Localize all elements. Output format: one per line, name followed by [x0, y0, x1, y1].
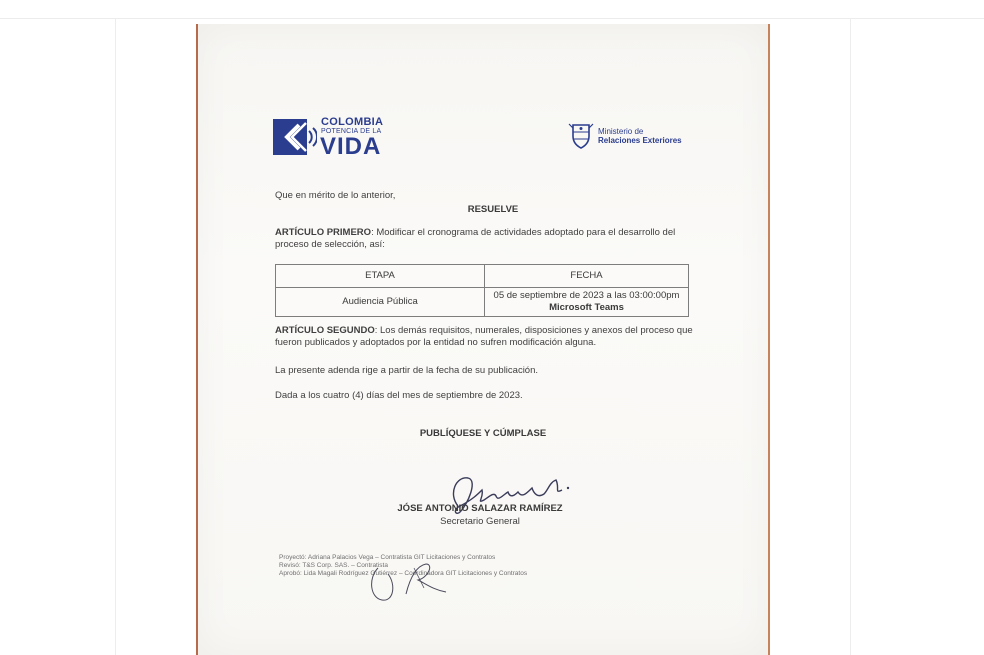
viewer-toolbar	[0, 0, 984, 19]
logo-line-colombia: COLOMBIA	[321, 116, 384, 128]
signer-role: Secretario General	[440, 516, 520, 527]
articulo-segundo-text-2: fueron publicados y adoptados por la entidad no sufren modificación alguna.	[275, 337, 597, 348]
logo-line-vida: VIDA	[320, 133, 382, 160]
handwritten-initials	[366, 554, 456, 604]
colombia-logo-icon	[273, 119, 317, 155]
table-header-row	[276, 265, 689, 288]
logo-line-potencia: POTENCIA DE LA	[321, 128, 382, 135]
cell-etapa: Audiencia Pública	[276, 288, 485, 317]
articulo-primero-text-2: proceso de selección, así:	[275, 239, 385, 250]
signer-name: JÓSE ANTONIO SALAZAR RAMÍREZ	[397, 503, 563, 514]
cell-fecha-line-2: Microsoft Teams	[549, 302, 624, 313]
cell-fecha	[485, 288, 689, 317]
ministerio-relaciones-exteriores-logo	[568, 122, 698, 152]
colombia-potencia-de-la-vida-logo	[273, 114, 393, 160]
table-row	[276, 288, 689, 317]
footer-aprobo: Aprobó: Lida Magali Rodríguez Gutiérrez – Coordinadora GIT Licitaciones y Contratos	[279, 570, 528, 577]
header-fecha: FECHA	[485, 265, 689, 288]
articulo-primero-text-1: : Modificar el cronograma de actividades adoptado para el desarrollo del	[371, 227, 676, 238]
intro-text: Que en mérito de lo anterior,	[275, 190, 396, 201]
articulo-primero	[275, 227, 695, 251]
vigencia-text: La presente adenda rige a partir de la fecha de su publicación.	[275, 365, 539, 376]
header-etapa: ETAPA	[276, 265, 485, 288]
articulo-segundo-label: ARTÍCULO SEGUNDO	[275, 325, 375, 336]
ministerio-line-2: Relaciones Exteriores	[598, 136, 682, 145]
document-page	[196, 24, 770, 655]
publiquese-heading: PUBLÍQUESE Y CÚMPLASE	[419, 428, 547, 439]
coat-of-arms-icon	[568, 122, 594, 150]
cell-fecha-line-1: 05 de septiembre de 2023 a las 03:00:00pm	[493, 290, 680, 301]
footer-proyecto: Proyectó: Adriana Palacios Vega – Contratista GIT Licitaciones y Contratos	[279, 554, 496, 561]
articulo-segundo-text-1: : Los demás requisitos, numerales, disposiciones y anexos del proceso que	[374, 325, 693, 336]
cronograma-table	[275, 264, 689, 317]
ministerio-line-1: Ministerio de	[598, 127, 644, 136]
footer-reviso: Revisó: T&S Corp. SAS. – Contratista	[279, 562, 388, 569]
dada-text: Dada a los cuatro (4) días del mes de septiembre de 2023.	[275, 390, 523, 401]
resuelve-heading: RESUELVE	[467, 204, 519, 215]
articulo-primero-label: ARTÍCULO PRIMERO	[275, 227, 372, 238]
articulo-segundo	[275, 325, 695, 349]
handwritten-signature	[438, 464, 578, 524]
